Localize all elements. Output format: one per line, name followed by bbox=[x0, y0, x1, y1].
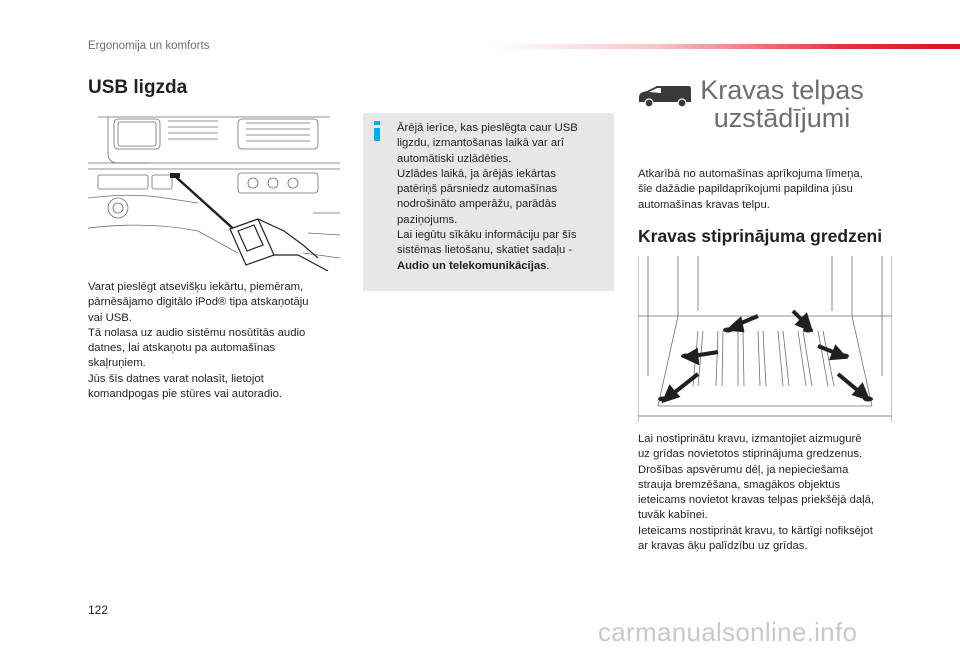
watermark: carmanualsonline.info bbox=[598, 617, 858, 647]
cargo-rings-illustration bbox=[638, 256, 892, 422]
text-line: skaļruņiem. bbox=[88, 357, 146, 370]
text-line: Drošības apsvērumu dēļ, ja nepieciešama bbox=[638, 463, 849, 476]
text-line: šie dažādie papildaprīkojumi papildina jūsu bbox=[638, 183, 853, 196]
punctuation: . bbox=[546, 259, 550, 272]
text-line: automātiski uzlādēties. bbox=[397, 152, 512, 165]
text-line: paziņojums. bbox=[397, 213, 458, 226]
text-line: strauja bremzēšana, smagākos objektus bbox=[638, 478, 841, 491]
text-line: nodrošināto amperāžu, parādās bbox=[397, 198, 557, 211]
text-line: Lai nostiprinātu kravu, izmantojiet aizmugurē bbox=[638, 433, 862, 445]
text-line: Lai iegūtu sīkāku informāciju par šīs bbox=[397, 229, 577, 242]
rings-section-title: Kravas stiprinājuma gredzeni bbox=[638, 226, 883, 246]
running-header: Ergonomija un komforts bbox=[88, 40, 210, 52]
text-line: datnes, lai atskaņotu pa automašīnas bbox=[88, 342, 276, 355]
section-title bbox=[696, 76, 868, 132]
text-line: ieteicams novietot kravas telpas priekšējā daļā, bbox=[638, 494, 875, 507]
text-line: Tā nolasa uz audio sistēmu nosūtītās audio bbox=[88, 326, 306, 339]
cross-reference-link[interactable]: Audio un telekomunikācijas bbox=[397, 259, 547, 272]
section-title-line: uzstādījumi bbox=[713, 103, 851, 133]
text-line: Uzlādes laikā, ja ārējās iekārtas bbox=[397, 167, 556, 180]
text-line: Jūs šīs datnes varat nolasīt, lietojot bbox=[88, 372, 264, 385]
text-line: sistēmas lietošanu, skatiet sadaļu - bbox=[397, 244, 573, 257]
info-note-box bbox=[363, 113, 614, 291]
text-line: ar kravas āķu palīdzību uz grīdas. bbox=[638, 540, 808, 553]
info-icon bbox=[374, 121, 381, 141]
cargo-intro bbox=[638, 167, 898, 213]
text-line: patēriņš pārsniedz automašīnas bbox=[397, 183, 558, 196]
rings-description bbox=[638, 432, 903, 554]
van-icon bbox=[637, 84, 693, 108]
text-line: Ārējā ierīce, kas pieslēgta caur USB bbox=[397, 122, 578, 134]
page-number: 122 bbox=[88, 603, 109, 617]
text-line: automašīnas kravas telpu. bbox=[638, 198, 770, 211]
text-line: komandpogas pie stūres vai autoradio. bbox=[88, 388, 283, 401]
header-accent-line bbox=[490, 44, 960, 49]
usb-section-title: USB ligzda bbox=[88, 77, 188, 98]
text-line: ligzdu, izmantošanas laikā var arī bbox=[397, 137, 565, 150]
text-line: pārnēsājamo digitālo iPod® tipa atskaņotāju bbox=[88, 296, 309, 309]
text-line: Ieteicams nostiprināt kravu, to kārtīgi nofiksējot bbox=[638, 524, 873, 537]
text-line: tuvāk kabīnei. bbox=[638, 509, 708, 522]
text-line: Varat pieslēgt atsevišķu iekārtu, piemēram, bbox=[88, 281, 304, 293]
usb-description bbox=[88, 280, 348, 402]
usb-socket-illustration bbox=[88, 113, 340, 271]
section-title-line: Kravas telpas bbox=[700, 75, 864, 105]
text-line: vai USB. bbox=[88, 311, 132, 324]
text-line: uz grīdas novietotos stiprinājuma gredzenus. bbox=[638, 448, 863, 461]
text-line: Atkarībā no automašīnas aprīkojuma līmeņa, bbox=[638, 168, 863, 180]
